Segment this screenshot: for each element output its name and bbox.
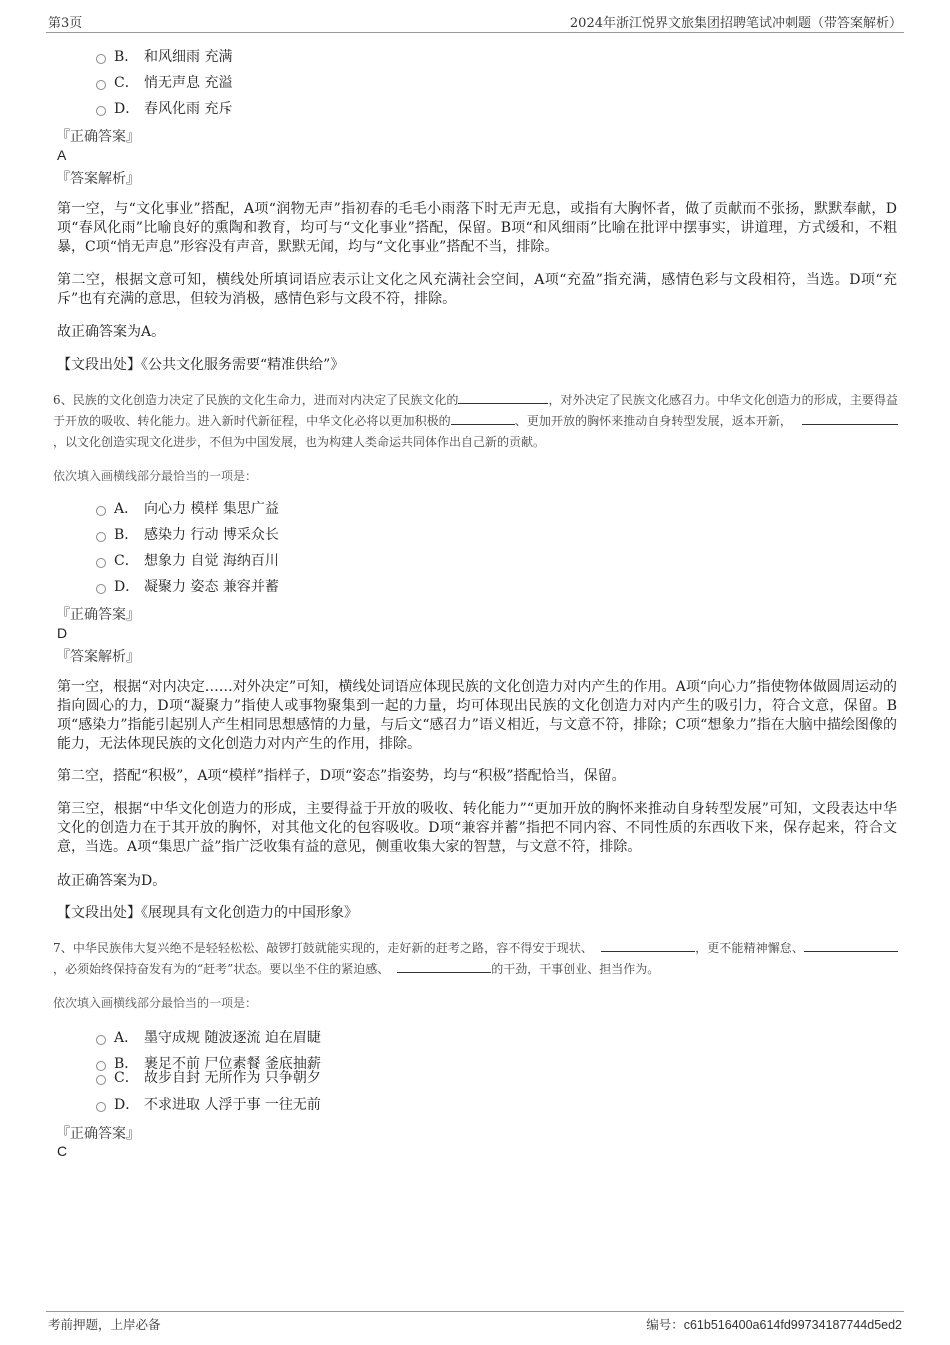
q6-answer: D xyxy=(57,625,68,641)
footer-slogan: 考前押题，上岸必备 xyxy=(48,1317,161,1332)
q5-answer-label: 『正确答案』 xyxy=(56,129,140,145)
radio-icon[interactable] xyxy=(96,1075,106,1085)
q6-analysis-p1: 第一空，根据“对内决定……对外决定”可知，横线处词语应体现民族的文化创造力对内产生的作用。A项“向心力”指使物体做圆周运动的指向圆心的力，D项“凝聚力”指使人或事物聚集到一起的力量，均可体现出民族的文化创造力对内产生的吸引力，符合文意，保留。B项“感染力”指能引起别人产生相同思想感情的力量，与后文“感召力”语义相近，与文意不符，排除；C项“想象力”指在大脑中描绘图像的能力，无法体现民族的文化创造力对内产生的作用，排除。 xyxy=(57,679,897,752)
q7-option-b[interactable]: B． 裹足不前 尸位素餐 釜底抽薪 xyxy=(96,1054,321,1074)
q5-analysis-p1: 第一空，与“文化事业”搭配，A项“润物无声”指初春的毛毛小雨落下时无声无息，或指有大胸怀者，做了贡献而不张扬，默默奉献，D项“春风化雨”比喻良好的熏陶和教育，均可与“文化事业”搭配，保留。B项“和风细雨”比喻在批评中摆事实，讲道理，方式缓和，不粗暴，C项“悄无声息”形容没有声音，默默无闻，均与“文化事业”搭配不当，排除。 xyxy=(57,201,897,255)
blank-3 xyxy=(802,412,898,425)
q7-option-c[interactable]: C． 故步自封 无所作为 只争朝夕 xyxy=(96,1068,321,1088)
q7-option-a[interactable]: A． 墨守成规 随波逐流 迫在眉睫 xyxy=(96,1028,321,1048)
q6-option-b[interactable]: B． 感染力 行动 博采众长 xyxy=(96,525,279,545)
q5-option-b[interactable]: B． 和风细雨 充满 xyxy=(96,47,232,67)
radio-icon[interactable] xyxy=(96,1035,106,1045)
radio-icon[interactable] xyxy=(96,532,106,542)
q6-option-c[interactable]: C． 想象力 自觉 海纳百川 xyxy=(96,551,279,571)
q6-stem: 6、民族的文化创造力决定了民族的文化生命力，进而对内决定了民族文化的 ，对外决定了民族文化感召力。中华文化创造力的形成，主要得益于开放的吸收、转化能力。进入新时代新征程，中华文化必将以更加积极的 、更加开放的胸怀来推动自身转型发展，返本开新，，以文化创造实现文化进步，不但为中国发展，也为构建人类命运共同体作出自己新的贡献。 xyxy=(53,393,898,449)
radio-icon[interactable] xyxy=(96,54,106,64)
q6-hint: 依次填入画横线部分最恰当的一项是： xyxy=(53,469,258,483)
q5-analysis-label: 『答案解析』 xyxy=(56,171,140,187)
q7-hint: 依次填入画横线部分最恰当的一项是： xyxy=(53,996,258,1010)
q7-answer: C xyxy=(57,1143,68,1159)
radio-icon[interactable] xyxy=(96,584,106,594)
document-title: 2024年浙江悦界文旅集团招聘笔试冲刺题（带答案解析） xyxy=(569,16,902,31)
q6-analysis-label: 『答案解析』 xyxy=(56,649,140,665)
q5-source: 【文段出处】《公共文化服务需要“精准供给”》 xyxy=(57,357,345,373)
page-number: 第3页 xyxy=(48,16,83,31)
q6-option-a[interactable]: A． 向心力 模样 集思广益 xyxy=(96,499,279,519)
q5-analysis-p3: 故正确答案为A。 xyxy=(57,324,166,340)
radio-icon[interactable] xyxy=(96,80,106,90)
radio-icon[interactable] xyxy=(96,558,106,568)
page-footer xyxy=(46,1311,904,1333)
blank-2 xyxy=(804,939,898,952)
q6-source: 【文段出处】《展现具有文化创造力的中国形象》 xyxy=(57,905,358,921)
document-id: 编号：c61b516400a614fd99734187744d5ed2 xyxy=(646,1318,902,1332)
q6-analysis-p2: 第二空，搭配“积极”，A项“模样”指样子，D项“姿态”指姿势，均与“积极”搭配恰当，保留。 xyxy=(57,768,626,784)
q7-stem: 7、中华民族伟大复兴绝不是轻轻松松、敲锣打鼓就能实现的，走好新的赶考之路，容不得安于现状、 ，更不能精神懈怠、，必须始终保持奋发有为的“赶考”状态。要以坐不住的紧迫感、 的干劲，干事创业、担当作为。 xyxy=(53,938,898,980)
q6-analysis-p3: 第三空，根据“中华文化创造力的形成，主要得益于开放的吸收、转化能力”“更加开放的胸怀来推动自身转型发展”可知，文段表达中华文化的创造力在于其开放的胸怀，对其他文化的包容吸收。D项“兼容并蓄”指把不同内容、不同性质的东西收下来，保存起来，符合文意，当选。A项“集思广益”指广泛收集有益的意见，侧重收集大家的智慧，与文意不符，排除。 xyxy=(57,801,897,855)
blank-3 xyxy=(397,960,491,973)
q7-answer-label: 『正确答案』 xyxy=(56,1126,140,1142)
q5-option-c[interactable]: C． 悄无声息 充溢 xyxy=(96,73,232,93)
q6-answer-label: 『正确答案』 xyxy=(56,607,140,623)
q6-option-d[interactable]: D． 凝聚力 姿态 兼容并蓄 xyxy=(96,577,279,597)
q5-option-d[interactable]: D． 春风化雨 充斥 xyxy=(96,99,232,119)
radio-icon[interactable] xyxy=(96,1102,106,1112)
radio-icon[interactable] xyxy=(96,106,106,116)
blank-2 xyxy=(451,412,515,425)
q6-analysis-p4: 故正确答案为D。 xyxy=(57,873,167,889)
q5-analysis-p2: 第二空，根据文意可知，横线处所填词语应表示让文化之风充满社会空间，A项“充盈”指充满，感情色彩与文段相符，当选。D项“充斥”也有充满的意思，但较为消极，感情色彩与文段不符，排除。 xyxy=(57,272,897,307)
blank-1 xyxy=(601,939,695,952)
q5-answer: A xyxy=(57,147,67,163)
radio-icon[interactable] xyxy=(96,506,106,516)
page-header xyxy=(46,12,904,33)
q7-option-d[interactable]: D． 不求进取 人浮于事 一往无前 xyxy=(96,1095,321,1115)
blank-1 xyxy=(458,391,548,404)
